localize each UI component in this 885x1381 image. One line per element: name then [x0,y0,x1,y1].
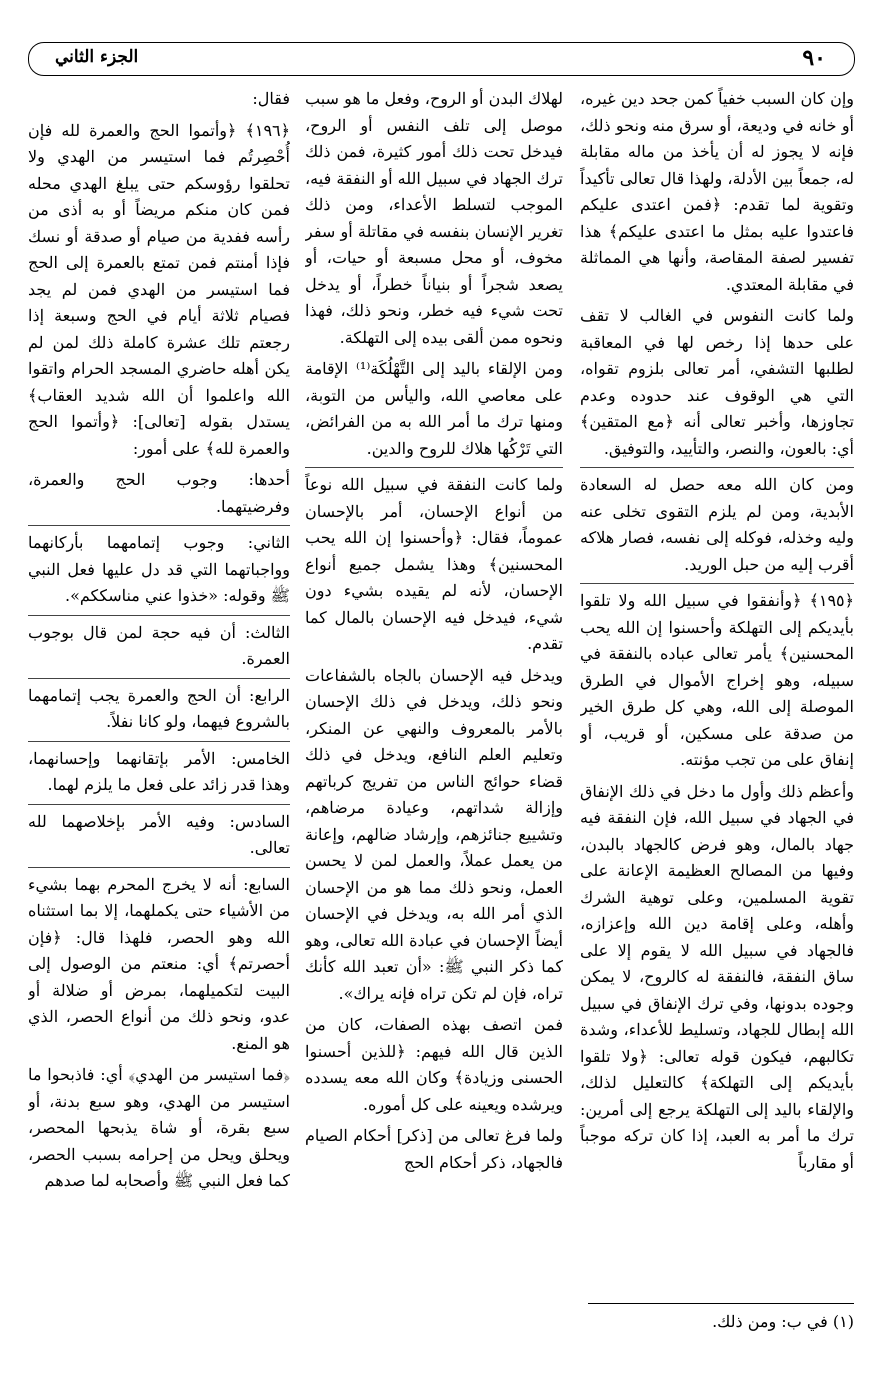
paragraph: فقال: [252,89,290,108]
page-number: ٩٠ [802,45,826,71]
paragraph: وأعظم ذلك وأول ما دخل في ذلك الإنفاق في الجهاد في سبيل الله، فإن النفقة فيه جهاد بالمال، وهو فرض كالجهاد بالبدن، وفيها من المصالح العظيمة الإعانة على تقوية المسلمين، وعلى توهية الشرك وأهله، وعلى إقامة دين الله وإعزازه، فالجهاد في سبيل الله لا يقوم إلا على ساق النفقة، فالنفقة له كالروح، لا يمكن وجوده بدونها، وفي ترك الإنفاق في سبيل الله إبطال للجهاد، وتسليط للأعداء، وشدة تكالبهم، فيكون قوله تعالى: ﴿ولا تلقوا بأيديكم إلى التهلكة﴾ كالتعليل لذلك، والإلقاء باليد إلى التهلكة يرجع إلى أمرين: ترك ما أمر به العبد، إذا كان تركه موجباً أو مقارباً [580,781,854,1172]
paragraph: ﴿١٩٥﴾ ﴿وأنفقوا في سبيل الله ولا تلقوا بأيديكم إلى التهلكة وأحسنوا إن الله يحب المحسنين﴾ يأمر تعالى عباده بالنفقة في سبيله، وهو إخراج الأموال في الطرق الموصلة إلى الله، وهي كل طرق الخير من صدقة على مسكين، أو قريب، أو إنفاق على من تجب مؤنته. [580,591,854,769]
paragraph: السابع: أنه لا يخرج المحرم بهما بشيء من الأشياء حتى يكملهما، إلا بما استثناه الله وهو الحصر، فلهذا قال: ﴿فإن أحصرتم﴾ أي: منعتم من الوصول إلى البيت لتكميلهما، بمرض أو ضلالة أو عدو، ونحو ذلك من أنواع الحصر، الذي هو المنع. [28,874,290,1053]
paragraph: ولما كانت النفوس في الغالب لا تقف على حدها إذا رخص لها في المعاقبة لطلبها التشفي، أمر تعالى بلزوم تقواه، التي هي الوقوف عند حدوده وعدم تجاوزها، وأخبر تعالى أنه ﴿مع المتقين﴾ أي: بالعون، والنصر، والتأييد، والتوفيق. [580,306,854,458]
paragraph: ويدخل فيه الإحسان بالجاه بالشفاعات ونحو ذلك، ويدخل في ذلك الإحسان بالأمر بالمعروف والنهي عن المنكر، وتعليم العلم النافع، ويدخل في ذلك قضاء حوائج الناس من تفريج كرباتهم وإزالة شداتهم، وعيادة مرضاهم، وتشييع جنائزهم، وإرشاد ضالهم، وإعانة من يعمل عملاً، والعمل لمن لا يحسن العمل، ونحو ذلك مما هو من الإحسان الذي أمر الله به، ويدخل في الإحسان أيضاً الإحسان في عبادة الله تعالى، وهو كما ذكر النبي ﷺ: «أن تعبد الله كأنك تراه، فإن لم تكن تراه فإنه يراك». [305,665,563,1003]
column-right [580,86,854,1301]
paragraph: السادس: وفيه الأمر بإخلاصهما لله تعالى. [28,811,290,857]
page-header [28,42,855,76]
paragraph-divider [28,741,290,742]
paragraph: ﴿فما استيسر من الهدي﴾ أي: فاذبحوا ما استيسر من الهدي، وهو سبع بدنة، أو سبع بقرة، أو شاة يذبحها المحصر، ويحلق ويحل من إحرامه بسبب الحصر، كما فعل النبي ﷺ وأصحابه لما صدهم [28,1065,290,1190]
paragraph: الخامس: الأمر بإتقانهما وإحسانهما، وهذا قدر زائد على فعل ما يلزم لهما. [28,748,290,794]
paragraph: الرابع: أن الحج والعمرة يجب إتمامهما بالشروع فيهما، ولو كانا نفلاً. [28,685,290,731]
paragraph: الثاني: وجوب إتمامهما بأركانهما وواجباتهما التي قد دل عليها فعل النبي ﷺ وقوله: «خذوا عني مناسككم». [28,533,290,605]
paragraph: الثالث: أن فيه حجة لمن قال بوجوب العمرة. [28,622,290,668]
paragraph-divider [28,615,290,616]
paragraph: ﴿١٩٦﴾ ﴿وأتموا الحج والعمرة لله فإن أُحْصِرتُم فما استيسر من الهدي ولا تحلقوا رؤوسكم حتى يبلغ الهدي محله فمن كان منكم مريضاً أو به أذى من رأسه ففدية من صيام أو صدقة أو نسك فإذا أمنتم فمن تمتع بالعمرة إلى الحج فما استيسر من الهدي فمن لم يجد فصيام ثلاثة أيام في الحج وسبعة إذا رجعتم تلك عشرة كاملة ذلك لمن لم يكن أهله حاضري المسجد الحرام واتقوا الله واعلموا أن الله شديد العقاب﴾ يستدل بقوله [تعالى]: ﴿وأتموا الحج والعمرة لله﴾ على أمور: [28,120,290,458]
paragraph: ومن الإلقاء باليد إلى التَّهْلُكَة⁽¹⁾ الإقامة على معاصي الله، واليأس من التوبة، ومنها ترك ما أمر الله به من الفرائض، التي تَرْكُها هلاك للروح والدين. [305,359,563,458]
paragraph: أحدها: وجوب الحج والعمرة، وفرضيتهما. [28,470,290,516]
paragraph-divider [28,804,290,805]
paragraph-divider [28,678,290,679]
running-title: الجزء الثاني [55,47,139,67]
paragraph: ولما فرغ تعالى من [ذكر] أحكام الصيام فالجهاد، ذكر أحكام الحج [305,1126,563,1172]
paragraph: ومن كان الله معه حصل له السعادة الأبدية، ومن لم يلزم التقوى تخلى عنه وليه وخذله، فوكله إلى نفسه، فصار هلاكه أقرب إليه من حبل الوريد. [580,475,854,574]
footnote-rule [588,1303,854,1304]
column-left [28,86,290,1301]
paragraph-divider [305,467,563,468]
paragraph: وإن كان السبب خفياً كمن جحد دين غيره، أو خانه في وديعة، أو سرق منه ونحو ذلك، فإنه لا يجوز له أن يأخذ من ماله مقابلة له، جمعاً بين الأدلة، ولهذا قال تعالى تأكيداً وتقوية لما تقدم: ﴿فمن اعتدى عليكم فاعتدوا عليه بمثل ما اعتدى عليكم﴾ هذا تفسير لصفة المقاصة، وأنها هي المماثلة في مقابلة المعتدي. [580,89,854,294]
paragraph: لهلاك البدن أو الروح، وفعل ما هو سبب موصل إلى تلف النفس أو الروح، فيدخل تحت ذلك أمور كثيرة، فمن ذلك ترك الجهاد في سبيل الله أو النفقة فيه، الموجب لتسلط الأعداء، ومن ذلك تغرير الإنسان بنفسه في مقاتلة أو سفر مخوف، أو محل مسبعة أو حيات، أو يصعد شجراً أو بنياناً خطراً، أو يدخل تحت شيء فيه خطر، ونحو ذلك، فهذا ونحوه ممن ألقى بيده إلى التهلكة. [305,89,563,347]
footnote: (١) في ب: ومن ذلك. [712,1312,854,1331]
paragraph-divider [28,525,290,526]
paragraph-divider [28,867,290,868]
column-middle [305,86,563,1301]
paragraph: ولما كانت النفقة في سبيل الله نوعاً من أنواع الإحسان، أمر بالإحسان عموماً، فقال: ﴿وأحسنوا إن الله يحب المحسنين﴾ وهذا يشمل جميع أنواع الإحسان، لأنه لم يقيده بشيء دون شيء، فيدخل فيه الإحسان بالمال كما تقدم. [305,475,563,653]
paragraph: فمن اتصف بهذه الصفات، كان من الذين قال الله فيهم: ﴿للذين أحسنوا الحسنى وزيادة﴾ وكان الله معه يسدده ويرشده ويعينه على كل أموره. [305,1015,563,1114]
paragraph-divider [580,583,854,584]
paragraph-divider [580,467,854,468]
